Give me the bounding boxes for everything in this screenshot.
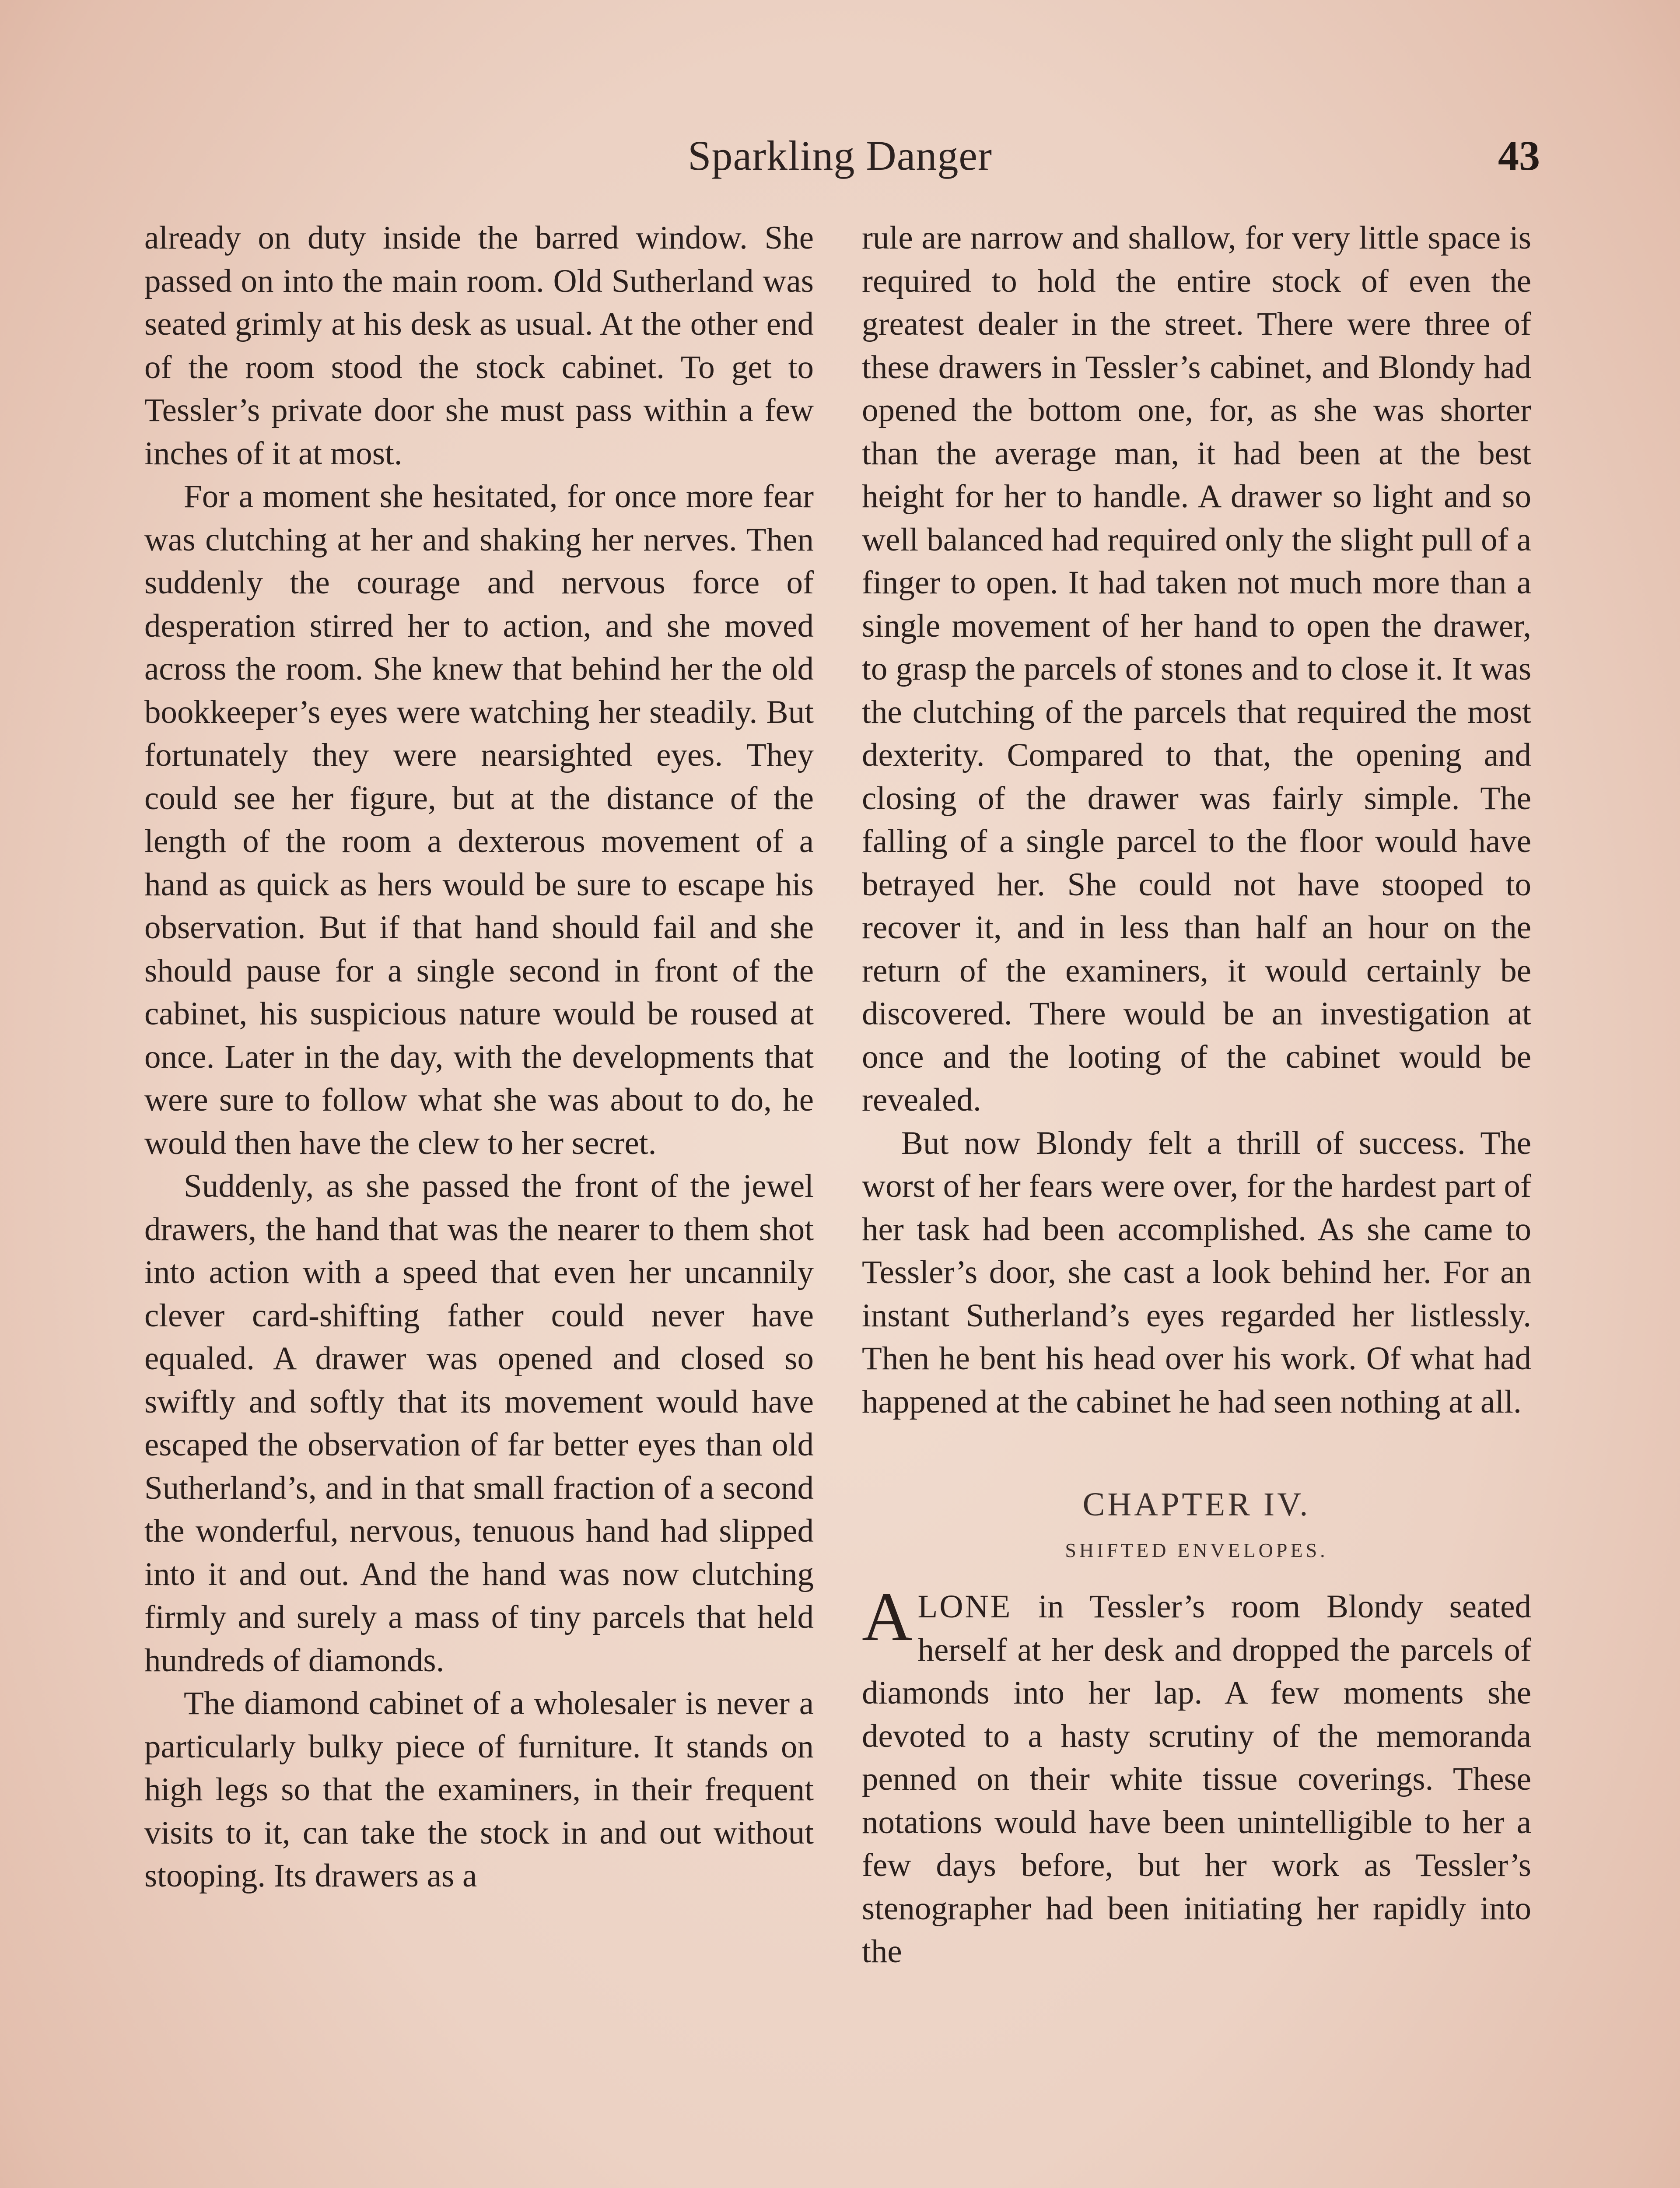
drop-cap: A <box>862 1578 913 1655</box>
lead-caps: LONE <box>917 1588 1012 1625</box>
left-paragraph-2: For a moment she hesitated, for once more fear was clutching at her and shaking her nerves. Then suddenly the courage and nervous force of desperation stirred her to action, and she moved across the room. She knew that behind her the old bookkeeper’s eyes were watching her steadily. But fortunately they were nearsighted eyes. They could see her figure, but at the distance of the length of the room a dexterous movement of a hand as quick as hers would be sure to escape his observation. But if that hand should fail and she should pause for a single second in front of the cabinet, his suspicious nature would be roused at once. Later in the day, with the developments that were sure to follow what she was about to do, he would then have the clew to her secret. <box>144 478 814 1161</box>
chapter-opening-text: in Tessler’s room Blondy seated herself at her desk and dropped the parcels of diamonds into her lap. A few moments she devoted to a hasty scrutiny of the memoranda penned on their white tissue coverings. These notations would have been unintelligible to her a few days before, but her work as Tessler’s stenographer had been initiating her rapidly into the <box>862 1588 1531 1970</box>
page-number: 43 <box>1498 132 1540 179</box>
left-paragraph-3: Suddenly, as she passed the front of the jewel drawers, the hand that was the nearer to them shot into action with a speed that even her uncannily clever card-shifting father could never have equaled. A drawer was opened and closed so swiftly and softly that its movement would have escaped the observation of far better eyes than old Sutherland’s, and in that small fraction of a second the wonderful, nervous, tenuous hand had slipped into it and out. And the hand was now clutching firmly and surely a mass of tiny parcels that held hundreds of diamonds. <box>144 1168 814 1679</box>
chapter-opening-paragraph <box>862 1578 1531 1974</box>
right-paragraph-1: rule are narrow and shallow, for very little space is required to hold the entire stock of even the greatest dealer in the street. There were three of these drawers in Tessler’s cabinet, and Blondy had opened the bottom one, for, as she was shorter than the average man, it had been at the best height for her to handle. A drawer so light and so well balanced had required only the slight pull of a finger to open. It had taken not much more than a single movement of her hand to open the drawer, to grasp the parcels of stones and to close it. It was the clutching of the parcels that required the most dexterity. Compared to that, the opening and closing of the drawer was fairly simple. The falling of a single parcel to the floor would have betrayed her. She could not have stooped to recover it, and in less than half an hour on the return of the examiners, it would certainly be discovered. There would be an investigation at once and the looting of the cabinet would be revealed. <box>862 220 1531 1118</box>
left-column <box>144 217 814 1898</box>
right-paragraph-2: But now Blondy felt a thrill of success. The worst of her fears were over, for the hardest part of her task had been accomplished. As she came to Tessler’s door, she cast a look behind her. For an instant Sutherland’s eyes regarded her listlessly. Then he bent his head over his work. Of what had happened at the cabinet he had seen nothing at all. <box>862 1125 1531 1420</box>
chapter-subtitle: SHIFTED ENVELOPES. <box>1065 1539 1328 1561</box>
left-paragraph-1: already on duty inside the barred window. She passed on into the main room. Old Sutherland was seated grimly at his desk as usual. At the other end of the room stood the stock cabinet. To get to Tessler’s private door she must pass within a few inches of it at most. <box>144 220 814 472</box>
right-column <box>862 217 1531 1974</box>
chapter-block <box>862 1480 1531 1572</box>
running-title: Sparkling Danger <box>688 132 992 179</box>
left-paragraph-4: The diamond cabinet of a wholesaler is never a particularly bulky piece of furniture. It stands on high legs so that the examiners, in their frequent visits to it, can take the stock in and out without stooping. Its drawers as a <box>144 1685 814 1894</box>
chapter-heading: CHAPTER IV. <box>1082 1486 1311 1523</box>
